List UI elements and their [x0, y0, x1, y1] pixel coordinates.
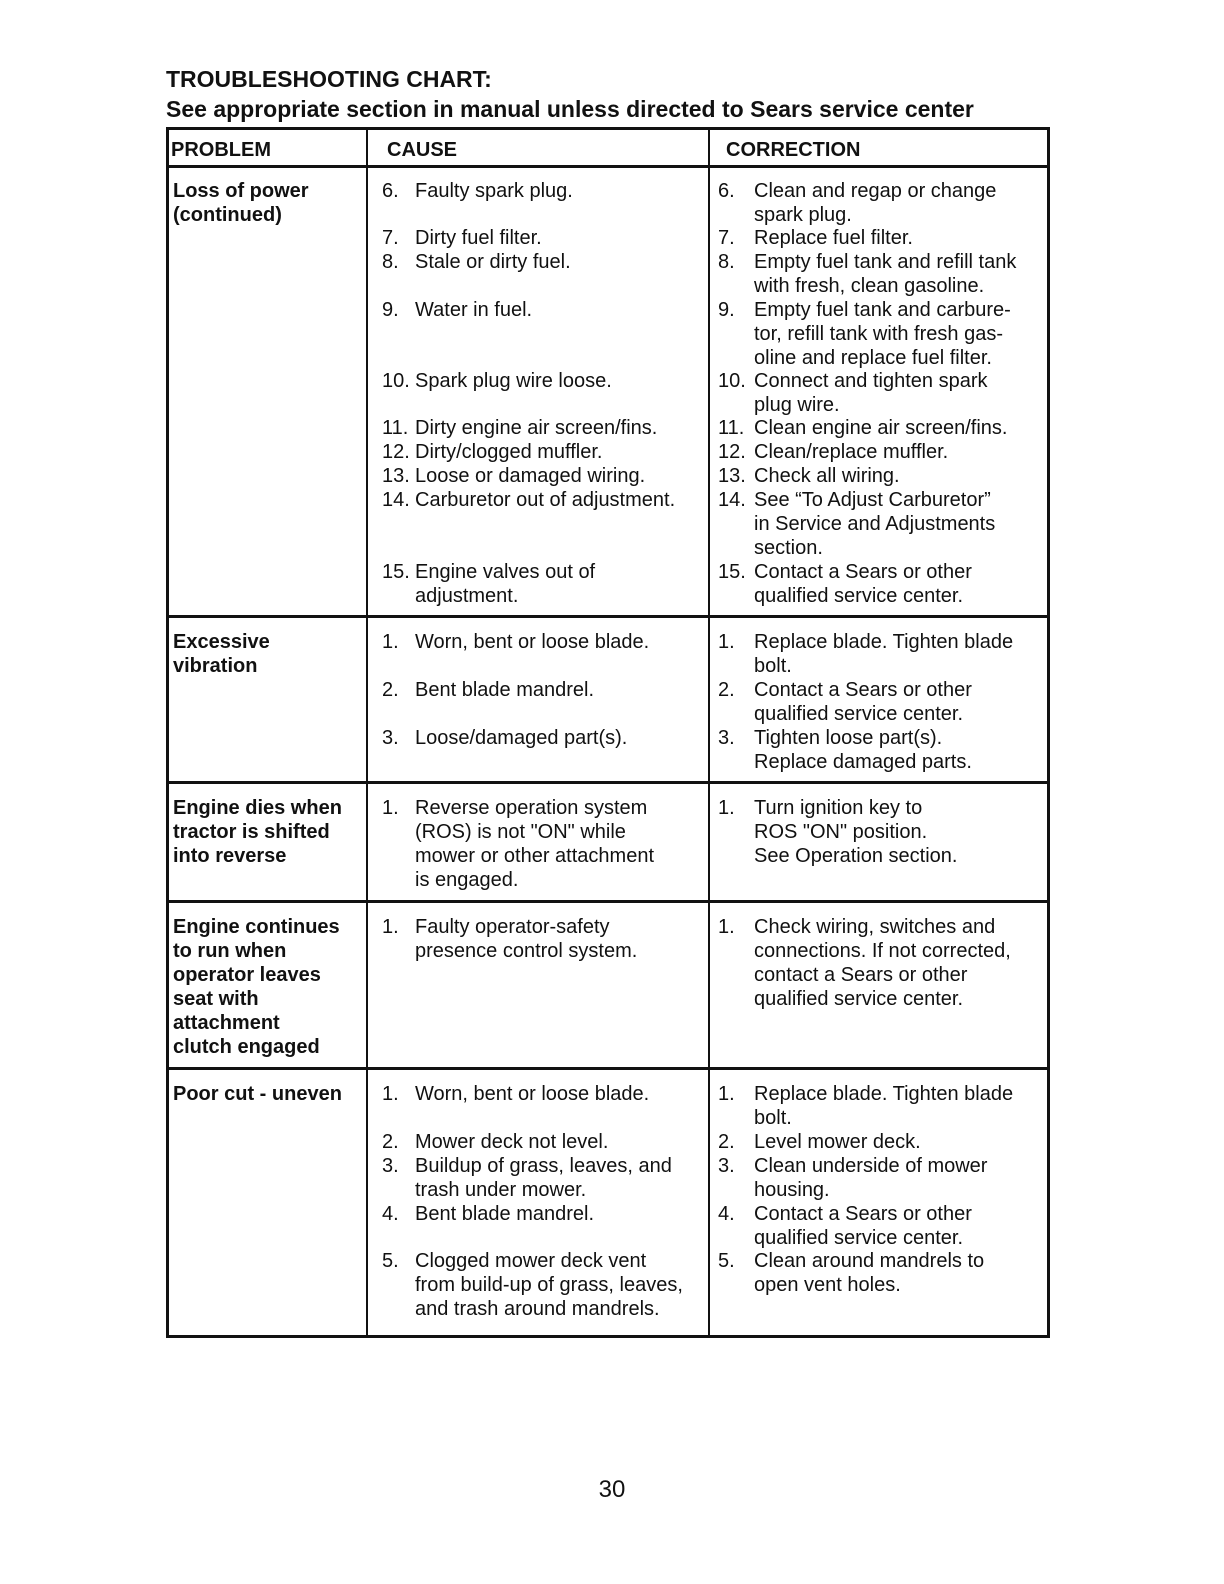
cause-line: is engaged. [415, 869, 519, 891]
correction-line: Contact a Sears or other [754, 1203, 972, 1225]
correction-line: See “To Adjust Carburetor” [754, 489, 991, 511]
cause-line: presence control system. [415, 940, 638, 962]
problem-cell: Loss of power (continued) [173, 180, 309, 226]
cause-number: 12. [382, 441, 410, 463]
correction-line: Connect and tighten spark [754, 370, 988, 392]
correction-number: 14. [718, 489, 746, 511]
correction-line: Empty fuel tank and carbure- [754, 299, 1011, 321]
cause-number: 2. [382, 1131, 399, 1153]
cause-line: Mower deck not level. [415, 1131, 609, 1153]
cause-line: Dirty/clogged muffler. [415, 441, 603, 463]
correction-line: Turn ignition key to [754, 797, 923, 819]
cause-line: adjustment. [415, 585, 519, 607]
cause-number: 2. [382, 679, 399, 701]
cause-line: Stale or dirty fuel. [415, 251, 571, 273]
row-divider [169, 781, 1047, 784]
page-number: 30 [598, 1476, 626, 1503]
column-header-cause: CAUSE [387, 139, 458, 161]
correction-line: Clean engine air screen/fins. [754, 417, 1008, 439]
correction-number: 1. [718, 1083, 735, 1105]
correction-line: spark plug. [754, 204, 852, 226]
correction-line: Contact a Sears or other [754, 561, 972, 583]
cause-number: 1. [382, 1083, 399, 1105]
cause-line: Loose/damaged part(s). [415, 727, 628, 749]
correction-line: housing. [754, 1179, 830, 1201]
cause-line: Clogged mower deck vent [415, 1250, 647, 1272]
cause-number: 13. [382, 465, 410, 487]
correction-line: tor, refill tank with fresh gas- [754, 323, 1003, 345]
correction-line: Clean underside of mower [754, 1155, 988, 1177]
correction-number: 8. [718, 251, 735, 273]
correction-line: qualified service center. [754, 703, 964, 725]
correction-line: bolt. [754, 1107, 792, 1129]
correction-number: 1. [718, 916, 735, 938]
row-divider [169, 615, 1047, 618]
cause-line: Water in fuel. [415, 299, 533, 321]
correction-number: 6. [718, 180, 735, 202]
cause-number: 9. [382, 299, 399, 321]
cause-line: Faulty spark plug. [415, 180, 573, 202]
correction-number: 1. [718, 797, 735, 819]
cause-line: trash under mower. [415, 1179, 587, 1201]
correction-line: See Operation section. [754, 845, 958, 867]
correction-line: in Service and Adjustments [754, 513, 996, 535]
cause-number: 15. [382, 561, 410, 583]
row-divider [169, 1067, 1047, 1070]
column-header-correction: CORRECTION [726, 139, 861, 161]
column-divider [366, 130, 368, 1335]
column-header-problem: PROBLEM [171, 139, 271, 161]
correction-line: oline and replace fuel filter. [754, 347, 992, 369]
cause-line: and trash around mandrels. [415, 1298, 660, 1320]
correction-line: Replace damaged parts. [754, 751, 972, 773]
cause-number: 1. [382, 797, 399, 819]
cause-line: Engine valves out of [415, 561, 596, 583]
cause-line: Spark plug wire loose. [415, 370, 612, 392]
cause-number: 1. [382, 631, 399, 653]
cause-line: Buildup of grass, leaves, and [415, 1155, 672, 1177]
correction-line: Check all wiring. [754, 465, 900, 487]
cause-line: Loose or damaged wiring. [415, 465, 646, 487]
cause-line: mower or other attachment [415, 845, 654, 867]
correction-line: Clean and regap or change [754, 180, 997, 202]
correction-line: bolt. [754, 655, 792, 677]
cause-line: Bent blade mandrel. [415, 1203, 595, 1225]
correction-line: ROS "ON" position. [754, 821, 928, 843]
column-divider [708, 130, 710, 1335]
correction-number: 7. [718, 227, 735, 249]
cause-number: 4. [382, 1203, 399, 1225]
correction-line: qualified service center. [754, 988, 964, 1010]
row-divider [169, 900, 1047, 903]
correction-number: 1. [718, 631, 735, 653]
chart-subtitle: See appropriate section in manual unless directed to Sears service center [166, 96, 974, 122]
cause-number: 5. [382, 1250, 399, 1272]
correction-number: 2. [718, 1131, 735, 1153]
problem-cell: Engine continues to run when operator leaves seat with attachment clutch engaged [173, 916, 340, 1058]
correction-line: Clean around mandrels to [754, 1250, 985, 1272]
cause-number: 11. [382, 417, 409, 439]
cause-number: 7. [382, 227, 399, 249]
correction-line: Clean/replace muffler. [754, 441, 949, 463]
correction-number: 9. [718, 299, 735, 321]
correction-line: with fresh, clean gasoline. [754, 275, 985, 297]
cause-number: 3. [382, 1155, 399, 1177]
correction-line: qualified service center. [754, 1227, 964, 1249]
correction-line: connections. If not corrected, [754, 940, 1011, 962]
correction-line: plug wire. [754, 394, 840, 416]
correction-line: contact a Sears or other [754, 964, 968, 986]
correction-line: open vent holes. [754, 1274, 901, 1296]
correction-line: Level mower deck. [754, 1131, 921, 1153]
cause-line: from build-up of grass, leaves, [415, 1274, 683, 1296]
chart-title: TROUBLESHOOTING CHART: [166, 66, 492, 92]
cause-number: 8. [382, 251, 399, 273]
correction-line: section. [754, 537, 823, 559]
cause-number: 3. [382, 727, 399, 749]
problem-cell: Engine dies when tractor is shifted into reverse [173, 797, 342, 867]
correction-number: 10. [718, 370, 746, 392]
correction-number: 13. [718, 465, 746, 487]
correction-number: 4. [718, 1203, 735, 1225]
correction-line: qualified service center. [754, 585, 964, 607]
correction-number: 2. [718, 679, 735, 701]
cause-number: 14. [382, 489, 410, 511]
correction-number: 5. [718, 1250, 735, 1272]
correction-number: 3. [718, 727, 735, 749]
correction-number: 12. [718, 441, 746, 463]
cause-number: 1. [382, 916, 399, 938]
correction-number: 3. [718, 1155, 735, 1177]
cause-line: Carburetor out of adjustment. [415, 489, 676, 511]
cause-line: Dirty fuel filter. [415, 227, 542, 249]
correction-line: Check wiring, switches and [754, 916, 996, 938]
cause-line: (ROS) is not "ON" while [415, 821, 626, 843]
correction-line: Replace blade. Tighten blade [754, 1083, 1014, 1105]
cause-line: Worn, bent or loose blade. [415, 631, 650, 653]
cause-line: Faulty operator-safety [415, 916, 610, 938]
correction-line: Tighten loose part(s). [754, 727, 943, 749]
correction-line: Replace fuel filter. [754, 227, 913, 249]
correction-line: Empty fuel tank and refill tank [754, 251, 1017, 273]
troubleshooting-table [166, 127, 1050, 1338]
problem-cell: Poor cut - uneven [173, 1083, 342, 1105]
correction-line: Contact a Sears or other [754, 679, 972, 701]
cause-line: Worn, bent or loose blade. [415, 1083, 650, 1105]
problem-cell: Excessive vibration [173, 631, 270, 677]
cause-number: 10. [382, 370, 410, 392]
cause-number: 6. [382, 180, 399, 202]
header-row-divider [169, 165, 1047, 168]
cause-line: Reverse operation system [415, 797, 648, 819]
correction-number: 15. [718, 561, 746, 583]
cause-line: Bent blade mandrel. [415, 679, 595, 701]
cause-line: Dirty engine air screen/fins. [415, 417, 658, 439]
correction-line: Replace blade. Tighten blade [754, 631, 1014, 653]
correction-number: 11. [718, 417, 745, 439]
